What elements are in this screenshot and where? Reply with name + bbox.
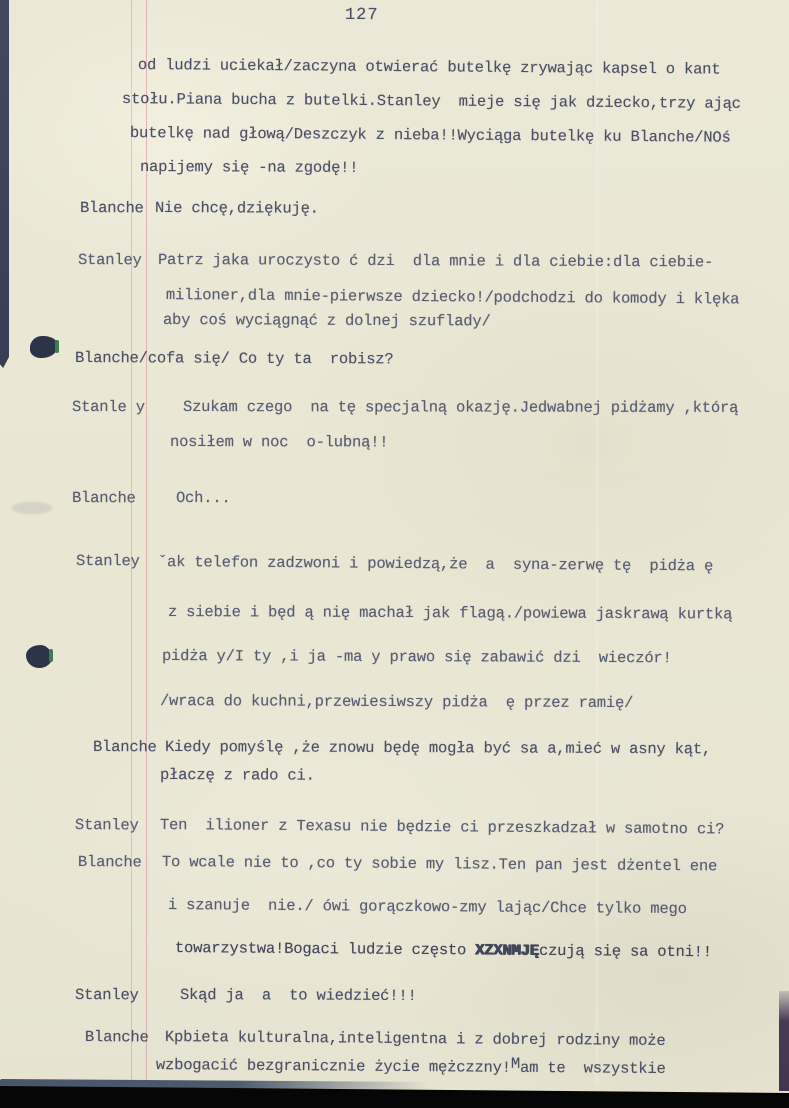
dialogue-line: pidża y/I ty ,i ja -ma y prawo się zabawić dzi wieczór! bbox=[161, 647, 672, 668]
ink-blot-top bbox=[30, 336, 58, 358]
dialogue-line: Ten ilioner z Texasu nie będzie ci przeszkadzał w samotno ci? bbox=[159, 816, 725, 839]
speaker-label: Stanley bbox=[75, 552, 140, 571]
raised-m-cap: M bbox=[510, 1054, 521, 1073]
dialogue-line: Skąd ja a to wiedzieć!!! bbox=[179, 986, 417, 1006]
dialogue-line: aby coś wyciągnąć z dolnej szuflady/ bbox=[162, 311, 491, 331]
ink-blot-bottom bbox=[26, 645, 52, 668]
speaker-label: Blanche bbox=[77, 853, 142, 872]
speaker-label: Stanley bbox=[74, 986, 139, 1005]
dialogue-line: Nie chcę,dziękuję. bbox=[154, 199, 319, 218]
dialogue-line: Kpbieta kulturalna,inteligentna i z dobrej rodziny może bbox=[164, 1028, 666, 1050]
raised-m-post: am te wszystkie bbox=[519, 1058, 666, 1079]
raised-m-pre: wzbogacić bezgranicznie życie mężczzny! bbox=[155, 1056, 511, 1077]
dialogue-line: z siebie i będ ą nię machał jak flagą./powiewa jaskrawą kurtką bbox=[167, 603, 733, 624]
bottom-scan-band bbox=[0, 1086, 789, 1108]
speaker-label: Blanche bbox=[71, 489, 136, 508]
dialogue-line-overstruck bbox=[175, 939, 712, 961]
dialogue-line: Kiedy pomyślę ,że znowu będę mogła być sa a,mieć w asny kąt, bbox=[164, 738, 712, 759]
speaker-label: Stanley bbox=[77, 251, 142, 270]
speaker-label: Stanle y bbox=[71, 398, 145, 417]
dialogue-line: Och... bbox=[175, 489, 231, 508]
dialogue-line: milioner,dla mnie-pierwsze dziecko!/podchodzi do komody i klęka bbox=[165, 286, 740, 309]
ink-blot-fleck bbox=[49, 649, 53, 662]
dialogue-line: Szukam czego na tę specjalną okazję.Jedwabnej pidżamy ,którą bbox=[182, 398, 739, 417]
margin-line-gray bbox=[131, 0, 132, 1086]
dialogue-line: ˇak telefon zadzwoni i powiedzą,że a syna-zerwę tę pidża ę bbox=[157, 553, 714, 576]
dialogue-line: płaczę z rado ci. bbox=[159, 766, 315, 785]
speaker-label: Blanche bbox=[79, 199, 144, 218]
speaker-label: Stanley bbox=[74, 816, 139, 835]
stage-direction-line: butelkę nad głową/Deszczyk z nieba!!Wyciąga butelkę ku Blanche/NOś bbox=[129, 124, 731, 147]
overstrike-pre: towarzystwa!Bogaci ludzie często bbox=[174, 939, 476, 960]
speaker-label: Blanche bbox=[92, 738, 157, 757]
dialogue-line: nosiłem w noc o-lubną!! bbox=[169, 433, 389, 452]
right-scan-edge bbox=[779, 991, 789, 1091]
speaker-label: Blanche bbox=[84, 1028, 149, 1047]
pencil-smudge bbox=[12, 502, 52, 514]
paper-crease bbox=[596, 0, 598, 1086]
ink-blot-fleck bbox=[55, 340, 59, 353]
overstrike-xxx: XZXNMJĘ bbox=[475, 941, 540, 960]
dialogue-line: /wraca do kuchni,przewiesiwszy pidża ę przez ramię/ bbox=[159, 692, 634, 713]
stage-direction-line: napijemy się -na zgodę!! bbox=[139, 158, 359, 177]
dialogue-line: Patrz jaka uroczysto ć dzi dla mnie i dla ciebie:dla ciebie- bbox=[157, 251, 714, 272]
stage-direction-line: stołu.Piana bucha z butelki.Stanley mieje się jak dziecko,trzy ając bbox=[121, 90, 741, 113]
dialogue-line-raised-m bbox=[156, 1056, 666, 1078]
overstrike-post: czują się sa otni!! bbox=[538, 941, 712, 962]
dialogue-line: To wcale nie to ,co ty sobie my lisz.Ten pan jest dżentel ene bbox=[161, 853, 718, 876]
dialogue-line: Blanche/cofa się/ Co ty ta robisz? bbox=[74, 349, 394, 369]
dialogue-line: i szanuje nie./ ówi gorączkowo-zmy lając/Chce tylko mego bbox=[167, 896, 687, 919]
stage-direction-line: od ludzi uciekał/zaczyna otwierać butelkę zrywając kapsel o kant bbox=[137, 56, 721, 79]
left-scan-edge bbox=[0, 0, 9, 368]
page-number: 127 bbox=[344, 6, 379, 26]
